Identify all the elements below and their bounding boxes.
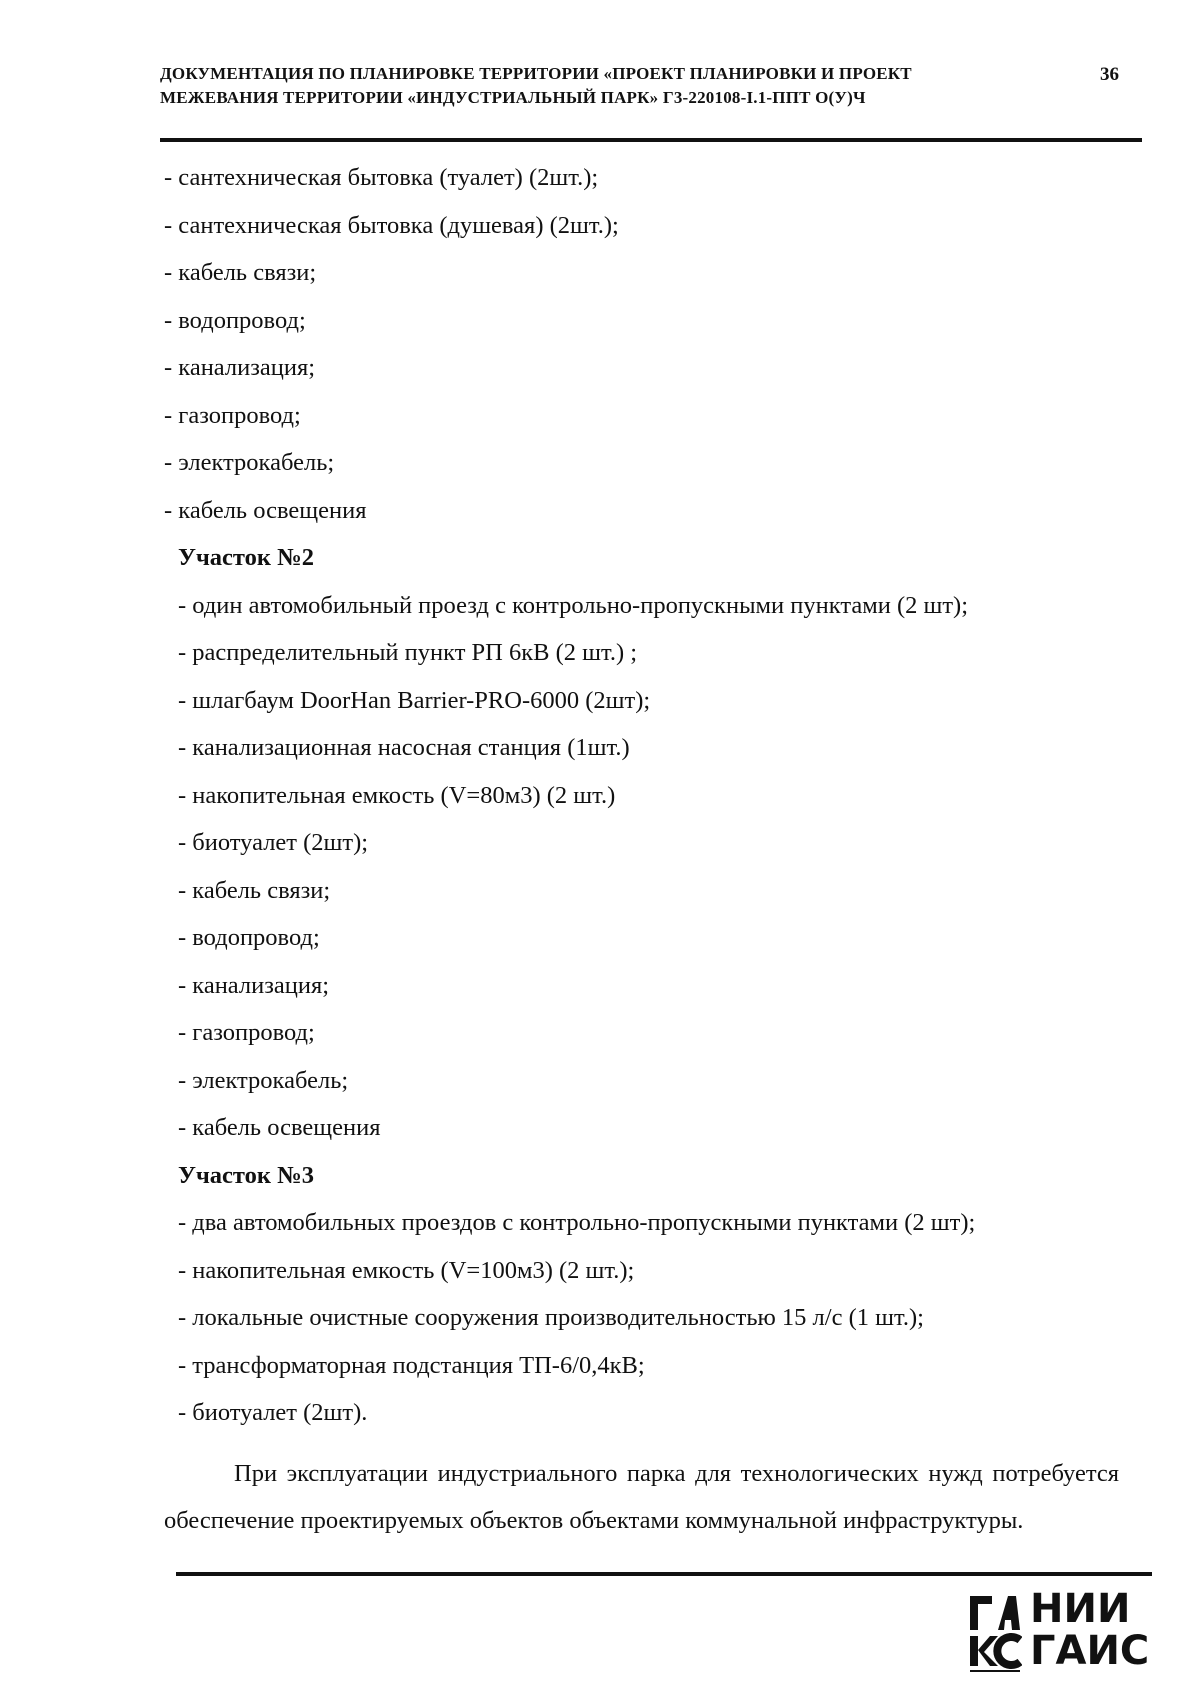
section-3-title: Участок №3 <box>178 1161 314 1189</box>
list-item: - сантехническая бытовка (туалет) (2шт.); <box>164 164 599 191</box>
list-item: - кабель освещения <box>178 1114 381 1141</box>
list-item: - электрокабель; <box>178 1066 349 1094</box>
document-title: ДОКУМЕНТАЦИЯ ПО ПЛАНИРОВКЕ ТЕРРИТОРИИ «ПРОЕКТ ПЛАНИРОВКИ И ПРОЕКТ МЕЖЕВАНИЯ ТЕРРИТОРИИ «ИНДУСТРИАЛЬНЫЙ ПАРК» Г3-220108-I.1-ППТ О(У)Ч <box>160 64 912 107</box>
company-logo <box>968 1588 1148 1678</box>
list-item: - биотуалет (2шт). <box>178 1399 368 1426</box>
list-item: - накопительная емкость (V=100м3) (2 шт.); <box>178 1256 635 1284</box>
list-item: - шлагбаум DoorHan Barrier-PRO-6000 (2шт); <box>178 686 651 714</box>
list-item: - канализация; <box>178 971 330 999</box>
list-item: - кабель освещения <box>164 496 367 524</box>
content-list <box>164 154 1144 1437</box>
body-paragraph: При эксплуатации индустриального парка для технологических нужд потребуется обеспечение проектируемых объектов объектами коммунальной инфраструктуры. <box>164 1459 1119 1534</box>
list-item: - водопровод; <box>178 924 320 951</box>
list-item: - трансформаторная подстанция ТП-6/0,4кВ; <box>178 1351 645 1379</box>
section-2-title: Участок №2 <box>178 544 314 571</box>
logo-line-2: ГАИС <box>1030 1628 1150 1674</box>
page-number: 36 <box>1100 64 1119 85</box>
logo-line-1: НИИ <box>1030 1586 1131 1632</box>
header-divider <box>160 138 1142 142</box>
list-item: - кабель связи; <box>178 876 331 904</box>
list-item: - один автомобильный проезд с контрольно-пропускными пунктами (2 шт); <box>178 591 969 619</box>
footer-divider <box>176 1572 1152 1576</box>
page-header <box>160 62 1040 110</box>
list-item: - распределительный пункт РП 6кВ (2 шт.) ; <box>178 639 638 666</box>
list-item: - накопительная емкость (V=80м3) (2 шт.) <box>178 781 616 809</box>
list-item: - локальные очистные сооружения производительностью 15 л/с (1 шт.); <box>178 1304 924 1331</box>
logo-mark-icon <box>968 1592 1022 1674</box>
logo-text <box>1030 1588 1149 1672</box>
list-item: - газопровод; <box>178 1019 315 1046</box>
list-item: - кабель связи; <box>164 259 317 286</box>
list-item: - газопровод; <box>164 401 301 429</box>
list-item: - водопровод; <box>164 306 306 334</box>
list-item: - электрокабель; <box>164 449 335 476</box>
list-item: - два автомобильных проездов с контрольно-пропускными пунктами (2 шт); <box>178 1209 976 1236</box>
list-item: - биотуалет (2шт); <box>178 829 369 856</box>
list-item: - сантехническая бытовка (душевая) (2шт.); <box>164 211 619 239</box>
list-item: - канализация; <box>164 354 316 381</box>
list-item: - канализационная насосная станция (1шт.) <box>178 734 630 761</box>
